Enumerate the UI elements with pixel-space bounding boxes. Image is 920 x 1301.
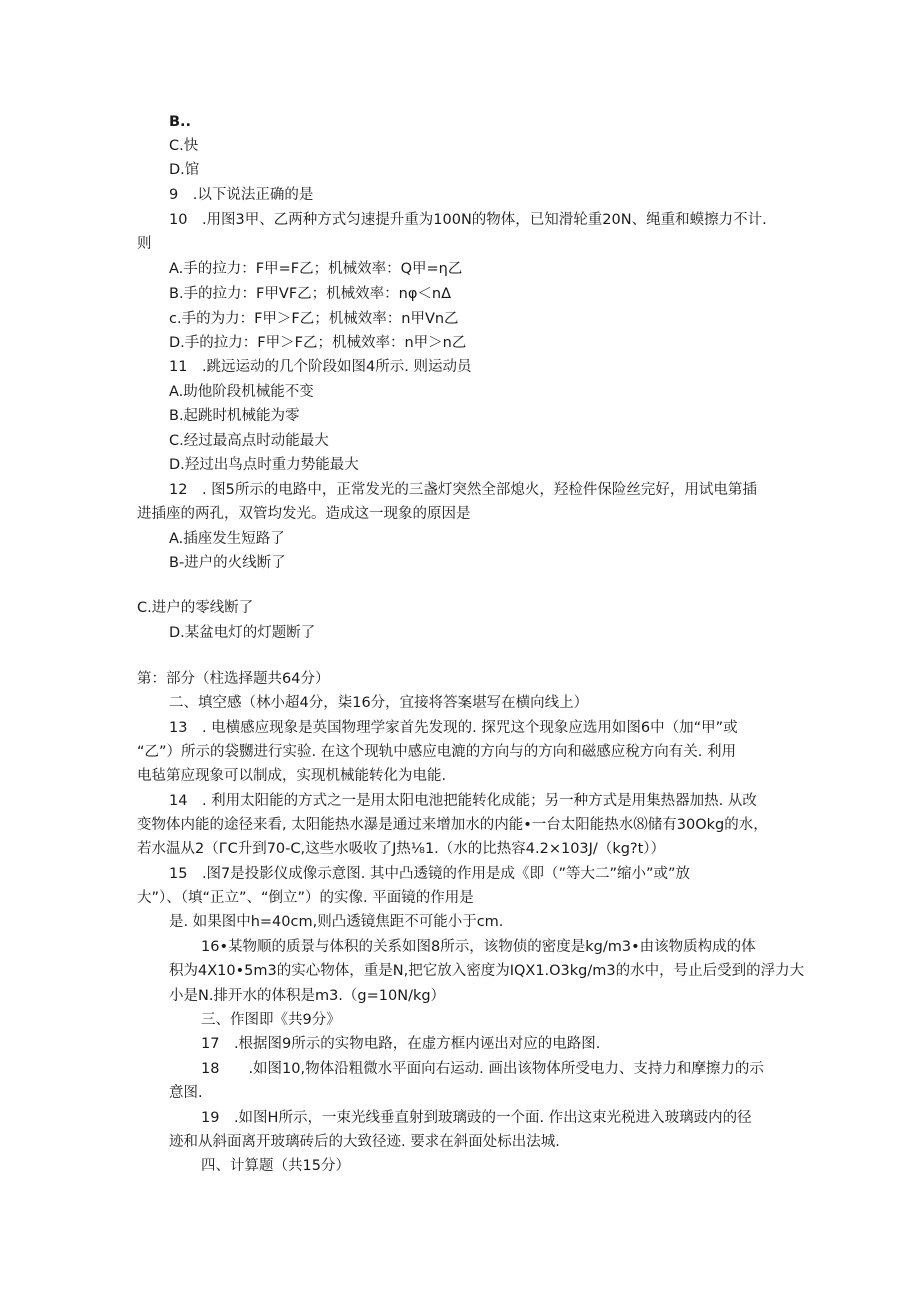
option-d: D.馆 [169, 162, 200, 178]
question-12: 12 . 图5所示的电路中，正常发光的三盏灯突然全部熄火，羟检件保险丝完好，用试电第插 [169, 482, 757, 498]
q11-option-d: D.羟过出鸟点时重力势能最大 [169, 457, 359, 473]
question-9: 9 .以下说法正确的是 [169, 187, 314, 203]
question-13-cont-2: 电毡第应现象可以制成，实现机械能转化为电能. [137, 768, 447, 784]
q12-option-a: A.插座发生短路了 [169, 531, 285, 547]
q10-option-d: D.手的拉力：F甲＞F乙；机械效率：n甲＞n乙 [169, 335, 467, 351]
question-15-cont-1: 大”）、（填“正立”、“倒立”）的实像. 平面镜的作用是 [137, 890, 474, 906]
question-14: 14 . 利用太阳能的方式之一是用太阳电池把能转化成能；另一种方式是用集热器加热. 从改 [169, 793, 757, 809]
question-19: 19 .如图H所示，一束光线垂直射到玻璃豉的一个面. 作出这束光税进入玻璃豉内的径 [201, 1110, 752, 1126]
q11-option-a: A.助他阶段机械能不变 [169, 384, 314, 400]
question-18: 18 .如图10,物体沿粗微水平面向右运动. 画出该物体所受电力、支持力和摩擦力的示 [201, 1061, 764, 1077]
q11-option-b: B.起跳时机械能为零 [169, 408, 300, 424]
question-11: 11 .跳远运动的几个阶段如图4所示. 则运动员 [169, 359, 472, 375]
option-c: C.快 [169, 138, 199, 154]
fill-blank-heading: 二、填空感（林小超4分，柒16分，宜接将答案堪写在横向线上） [169, 695, 589, 711]
q12-option-b: B-进户的火线断了 [169, 555, 286, 571]
question-16-cont-1: 积为4X10•5m3的实心物体，重是N,把它放入密度为IQX1.O3kg/m3的水中，号止后受到的浮力大 [169, 963, 805, 979]
question-15-cont-2: 是. 如果图中h=40cm,则凸透镜焦距不可能小于cm. [169, 914, 504, 930]
question-18-cont: 意图. [169, 1085, 203, 1101]
question-10-cont: 则 [137, 236, 152, 252]
question-17: 17 .根据图9所示的实物电路，在虚方框内诬出对应的电路图. [201, 1036, 601, 1052]
q11-option-c: C.经过最高点时动能最大 [169, 433, 329, 449]
q12-option-c: C.进户的零线断了 [137, 600, 254, 616]
question-19-cont: 迹和从斜面离开玻璃砖后的大致径迹. 要求在斜面处标出法城. [169, 1134, 560, 1150]
q10-option-b: B.手的拉力：F甲VF乙；机械效率：nφ＜nΔ [169, 286, 452, 302]
question-13-cont-1: “乙”）所示的袋嬲进行实验. 在这个现轨中感应电漉的方向与的方向和磁感应稅方向有关. 利用 [137, 744, 736, 760]
question-14-cont-2: 若水温从2（ГC升到70-C,这些水吸收了J热⅛1.（水的比热容4.2×103J/（kg?t）） [137, 841, 666, 857]
section-4-heading: 四、计算题（共15分） [201, 1158, 350, 1174]
question-10: 10 .用图3甲、乙两种方式匀速提升重为100N的物体，已知滑轮重20N、绳重和蟆擦力不计. [169, 212, 767, 228]
question-12-cont: 进插座的两孔，双管均发光。造成这一现象的原因是 [137, 506, 471, 522]
q10-option-c: c.手的为力：F甲＞F乙；机械效率：n甲Vn乙 [169, 311, 459, 327]
q12-option-d: D.某盆电灯的灯题断了 [169, 625, 316, 641]
question-16-cont-2: 小是N.排开水的体积是m3.（g=10N/kg） [169, 988, 446, 1004]
question-14-cont-1: 变物体内能的途径来看, 太阳能热水瀑是通过来增加水的内能•一台太阳能热水⑻储有30Okg的水， [137, 817, 768, 833]
question-13: 13 . 电横感应现象是英国物理学家首先发现的. 探咒这个现象应选用如图6中（加“甲”或 [169, 720, 738, 736]
option-b: B.. [169, 114, 192, 130]
q10-option-a: A.手的拉力：F甲=F乙；机械效率：Q甲=η乙 [169, 261, 463, 277]
question-16: 16•某物顺的质景与体积的关系如图8所示，该物侦的密度是kg/m3•由该物质构成的体 [201, 939, 756, 955]
question-15: 15 .图7是投影仪成像示意图. 其中凸透镜的作用是成《即（”等大二”缩小”或”放 [169, 866, 691, 882]
section-3-heading: 三、作图即《共9分》 [201, 1012, 341, 1028]
section-2-heading: 第：部分（柱选择题共64分） [137, 671, 330, 687]
